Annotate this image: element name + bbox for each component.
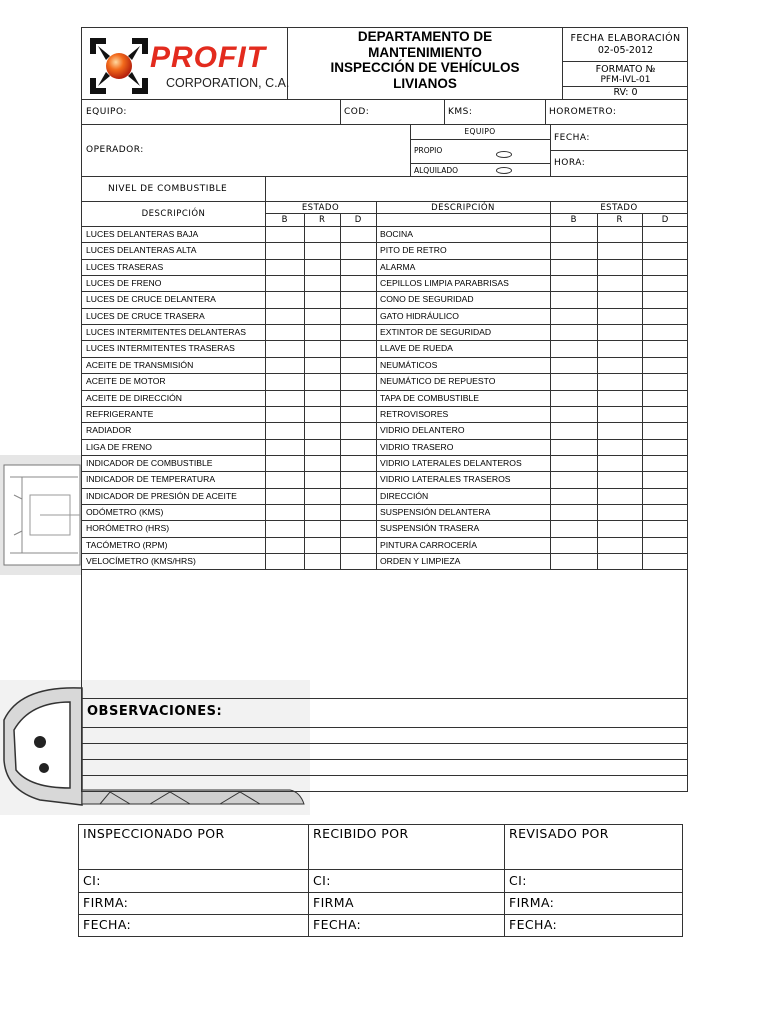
estado-r-cell-right[interactable] (598, 423, 641, 437)
equipo-label: EQUIPO: (86, 107, 127, 117)
table-row-right-item: PINTURA CARROCERÍA (380, 539, 477, 550)
table-row-right-item: DIRECCIÓN (380, 490, 429, 501)
estado-d-cell-left[interactable] (341, 472, 375, 486)
estado-d-cell-right[interactable] (643, 341, 687, 355)
firma-label-2: FIRMA (313, 895, 354, 910)
estado-r-cell-left[interactable] (305, 341, 339, 355)
estado-d-cell-left[interactable] (341, 276, 375, 290)
estado-d-cell-left[interactable] (341, 423, 375, 437)
estado-r-cell-right[interactable] (598, 538, 641, 552)
estado-r-cell-right[interactable] (598, 407, 641, 421)
table-row-right-item: ALARMA (380, 261, 416, 272)
table-row-left-item: ACEITE DE DIRECCIÓN (86, 392, 182, 403)
estado-d-cell-left[interactable] (341, 227, 375, 241)
estado-b-cell-left[interactable] (266, 292, 303, 306)
estado-b-cell-right[interactable] (551, 391, 596, 405)
propio-radio[interactable] (496, 151, 512, 158)
estado-r-cell-right[interactable] (598, 260, 641, 274)
table-row-right-item: TAPA DE COMBUSTIBLE (380, 392, 480, 403)
estado-d-cell-right[interactable] (643, 521, 687, 535)
table-row-left-item: ODÓMETRO (KMS) (86, 506, 164, 517)
table-row-right-item: EXTINTOR DE SEGURIDAD (380, 327, 492, 338)
estado-d-cell-left[interactable] (341, 440, 375, 454)
kms-label: KMS: (448, 107, 473, 117)
estado-b-cell-left[interactable] (266, 423, 303, 437)
estado-d-cell-left[interactable] (341, 325, 375, 339)
estado-d-cell-left[interactable] (341, 538, 375, 552)
estado-d-cell-right[interactable] (643, 538, 687, 552)
estado-r-cell-left[interactable] (305, 374, 339, 388)
estado-b-cell-right[interactable] (551, 276, 596, 290)
estado-r-cell-left[interactable] (305, 227, 339, 241)
estado-d-cell-right[interactable] (643, 243, 687, 257)
estado-r-cell-left[interactable] (305, 260, 339, 274)
estado-r-cell-left[interactable] (305, 309, 339, 323)
logo-emblem-icon (88, 36, 150, 96)
estado-b-cell-right[interactable] (551, 227, 596, 241)
estado-r-cell-right[interactable] (598, 341, 641, 355)
estado-r-cell-left[interactable] (305, 423, 339, 437)
horometro-label: HOROMETRO: (549, 107, 617, 117)
fecha-label-2: FECHA: (313, 917, 362, 932)
table-row-right-item: NEUMÁTICOS (380, 359, 438, 370)
estado-b-cell-left[interactable] (266, 472, 303, 486)
estado-b-cell-left[interactable] (266, 374, 303, 388)
car-top-view-sketch (0, 455, 82, 575)
col-b-right: B (570, 215, 577, 225)
observaciones-label: OBSERVACIONES: (87, 704, 223, 719)
estado-b-cell-right[interactable] (551, 292, 596, 306)
estado-b-cell-right[interactable] (551, 489, 596, 503)
estado-d-cell-right[interactable] (643, 505, 687, 519)
table-row-left-item: ACEITE DE MOTOR (86, 376, 166, 387)
estado-r-cell-left[interactable] (305, 325, 339, 339)
company-logo (88, 36, 290, 96)
table-row-right-item: VIDRIO LATERALES DELANTEROS (380, 457, 522, 468)
estado-r-cell-right[interactable] (598, 521, 641, 535)
estado-d-cell-left[interactable] (341, 554, 375, 568)
propio-label: PROPIO (414, 146, 443, 155)
descripcion-header-right: DESCRIPCIÓN (431, 203, 495, 213)
estado-b-cell-left[interactable] (266, 521, 303, 535)
estado-d-cell-right[interactable] (643, 292, 687, 306)
col-d-left: D (354, 215, 362, 225)
col-r-left: R (319, 215, 325, 225)
inspection-form (81, 27, 688, 792)
estado-d-cell-left[interactable] (341, 407, 375, 421)
signature-table (78, 824, 683, 937)
estado-r-cell-left[interactable] (305, 358, 339, 372)
estado-r-cell-left[interactable] (305, 554, 339, 568)
estado-b-cell-left[interactable] (266, 489, 303, 503)
estado-d-cell-right[interactable] (643, 309, 687, 323)
title-line-2: MANTENIMIENTO (368, 44, 482, 60)
title-line-3: INSPECCIÓN DE VEHÍCULOS (330, 60, 520, 75)
table-row-left-item: LIGA DE FRENO (86, 441, 152, 452)
estado-b-cell-left[interactable] (266, 243, 303, 257)
estado-r-cell-left[interactable] (305, 391, 339, 405)
estado-b-cell-left[interactable] (266, 538, 303, 552)
estado-b-cell-left[interactable] (266, 358, 303, 372)
estado-d-cell-left[interactable] (341, 243, 375, 257)
ci-label-2: CI: (313, 873, 331, 888)
col-r-right: R (616, 215, 623, 225)
estado-r-cell-right[interactable] (598, 489, 641, 503)
recibido-por-label: RECIBIDO POR (313, 826, 409, 841)
table-row-left-item: LUCES DELANTERAS BAJA (86, 229, 199, 239)
estado-d-cell-right[interactable] (643, 407, 687, 421)
estado-d-cell-left[interactable] (341, 309, 375, 323)
estado-r-cell-right[interactable] (598, 325, 641, 339)
estado-b-cell-right[interactable] (551, 325, 596, 339)
fecha-elaboracion-value: 02-05-2012 (597, 45, 654, 56)
estado-d-cell-left[interactable] (341, 489, 375, 503)
table-row-left-item: ACEITE DE TRANSMISIÓN (86, 359, 194, 370)
equipo-box-title: EQUIPO (464, 127, 496, 136)
estado-b-cell-right[interactable] (551, 243, 596, 257)
table-row-right-item: GATO HIDRÁULICO (380, 310, 459, 321)
estado-d-cell-right[interactable] (643, 472, 687, 486)
table-row-left-item: VELOCÍMETRO (KMS/HRS) (86, 556, 196, 566)
firma-label-1: FIRMA: (83, 895, 129, 910)
estado-r-cell-right[interactable] (598, 472, 641, 486)
table-row-right-item: LLAVE DE RUEDA (380, 343, 453, 354)
estado-r-cell-right[interactable] (598, 391, 641, 405)
table-row-left-item: LUCES DE CRUCE TRASERA (86, 310, 205, 321)
estado-b-cell-left[interactable] (266, 407, 303, 421)
estado-b-cell-left[interactable] (266, 276, 303, 290)
estado-r-cell-left[interactable] (305, 521, 339, 535)
table-row-right-item: BOCINA (380, 229, 413, 239)
ci-label-3: CI: (509, 873, 527, 888)
estado-d-cell-right[interactable] (643, 391, 687, 405)
fecha-elaboracion-label: FECHA ELABORACIÓN (570, 33, 681, 44)
table-row-left-item: INDICADOR DE COMBUSTIBLE (86, 457, 213, 468)
estado-r-cell-left[interactable] (305, 276, 339, 290)
operador-label: OPERADOR: (86, 145, 144, 155)
estado-r-cell-right[interactable] (598, 554, 641, 568)
estado-d-cell-right[interactable] (643, 456, 687, 470)
inspeccionado-por-label: INSPECCIONADO POR (83, 826, 225, 841)
estado-r-cell-left[interactable] (305, 538, 339, 552)
estado-b-cell-left[interactable] (266, 227, 303, 241)
col-b-left: B (281, 215, 288, 225)
estado-b-cell-right[interactable] (551, 423, 596, 437)
estado-d-cell-left[interactable] (341, 292, 375, 306)
table-row-left-item: INDICADOR DE TEMPERATURA (86, 474, 216, 485)
estado-b-cell-left[interactable] (266, 325, 303, 339)
estado-b-cell-right[interactable] (551, 521, 596, 535)
logo-subtitle: CORPORATION, C.A. (166, 76, 290, 90)
table-row-left-item: LUCES INTERMITENTES TRASERAS (86, 343, 235, 354)
cod-label: COD: (344, 107, 370, 117)
estado-d-cell-right[interactable] (643, 358, 687, 372)
estado-d-cell-right[interactable] (643, 554, 687, 568)
estado-r-cell-right[interactable] (598, 243, 641, 257)
estado-b-cell-right[interactable] (551, 440, 596, 454)
table-row-right-item: RETROVISORES (380, 408, 449, 419)
estado-r-cell-right[interactable] (598, 227, 641, 241)
estado-b-cell-right[interactable] (551, 260, 596, 274)
estado-r-cell-left[interactable] (305, 489, 339, 503)
estado-b-cell-right[interactable] (551, 472, 596, 486)
table-row-left-item: TACÓMETRO (RPM) (86, 539, 168, 550)
logo-word: PROFIT (150, 41, 266, 74)
estado-r-cell-right[interactable] (598, 358, 641, 372)
estado-r-cell-left[interactable] (305, 407, 339, 421)
ci-label-1: CI: (83, 873, 101, 888)
nivel-combustible-label: NIVEL DE COMBUSTIBLE (108, 184, 228, 194)
estado-b-cell-left[interactable] (266, 505, 303, 519)
table-row-right-item: NEUMÁTICO DE REPUESTO (380, 376, 496, 387)
estado-d-cell-left[interactable] (341, 456, 375, 470)
estado-b-cell-right[interactable] (551, 538, 596, 552)
estado-r-cell-right[interactable] (598, 374, 641, 388)
estado-d-cell-right[interactable] (643, 440, 687, 454)
estado-r-cell-right[interactable] (598, 505, 641, 519)
estado-r-cell-right[interactable] (598, 456, 641, 470)
estado-d-cell-right[interactable] (643, 260, 687, 274)
formato-value: PFM-IVL-01 (600, 75, 651, 85)
estado-header-right: ESTADO (600, 203, 638, 213)
estado-header-left: ESTADO (301, 203, 340, 213)
table-row-left-item: LUCES DELANTERAS ALTA (86, 245, 197, 256)
table-row-right-item: PITO DE RETRO (380, 245, 447, 256)
table-row-left-item: LUCES DE CRUCE DELANTERA (86, 294, 216, 305)
fecha-label: FECHA: (554, 133, 590, 143)
estado-b-cell-right[interactable] (551, 554, 596, 568)
estado-d-cell-left[interactable] (341, 260, 375, 274)
estado-d-cell-right[interactable] (643, 489, 687, 503)
table-row-left-item: LUCES TRASERAS (86, 261, 164, 272)
title-line-4: LIVIANOS (393, 75, 457, 91)
estado-r-cell-right[interactable] (598, 440, 641, 454)
estado-d-cell-left[interactable] (341, 505, 375, 519)
table-row-right-item: CONO DE SEGURIDAD (380, 294, 474, 305)
estado-b-cell-right[interactable] (551, 456, 596, 470)
fecha-label-1: FECHA: (83, 917, 132, 932)
table-row-right-item: VIDRIO LATERALES TRASEROS (380, 474, 511, 485)
estado-r-cell-right[interactable] (598, 309, 641, 323)
alquilado-radio[interactable] (496, 167, 512, 174)
estado-d-cell-right[interactable] (643, 374, 687, 388)
estado-d-cell-right[interactable] (643, 423, 687, 437)
estado-r-cell-left[interactable] (305, 456, 339, 470)
estado-d-cell-left[interactable] (341, 391, 375, 405)
estado-b-cell-left[interactable] (266, 456, 303, 470)
estado-b-cell-left[interactable] (266, 341, 303, 355)
formato-label: FORMATO № (595, 64, 656, 75)
alquilado-label: ALQUILADO (414, 166, 459, 175)
title-line-1: DEPARTAMENTO DE (357, 29, 493, 44)
estado-d-cell-right[interactable] (643, 227, 687, 241)
table-row-left-item: LUCES INTERMITENTES DELANTERAS (86, 327, 246, 338)
estado-r-cell-left[interactable] (305, 243, 339, 257)
estado-r-cell-left[interactable] (305, 440, 339, 454)
table-row-left-item: INDICADOR DE PRESIÓN DE ACEITE (86, 490, 237, 501)
estado-d-cell-left[interactable] (341, 358, 375, 372)
estado-b-cell-right[interactable] (551, 407, 596, 421)
firma-label-3: FIRMA: (509, 895, 555, 910)
estado-r-cell-right[interactable] (598, 292, 641, 306)
table-row-divider (82, 569, 688, 570)
estado-b-cell-right[interactable] (551, 341, 596, 355)
table-row-left-item: HORÓMETRO (HRS) (86, 523, 170, 534)
estado-r-cell-left[interactable] (305, 292, 339, 306)
estado-b-cell-right[interactable] (551, 374, 596, 388)
estado-d-cell-left[interactable] (341, 341, 375, 355)
estado-d-cell-left[interactable] (341, 521, 375, 535)
estado-b-cell-right[interactable] (551, 309, 596, 323)
table-row-left-item: RADIADOR (86, 425, 132, 436)
estado-d-cell-right[interactable] (643, 325, 687, 339)
col-d-right: D (661, 215, 669, 225)
descripcion-header-left: DESCRIPCIÓN (141, 209, 206, 219)
estado-b-cell-left[interactable] (266, 309, 303, 323)
table-row-right-item: CEPILLOS LIMPIA PARABRISAS (380, 278, 509, 289)
table-row-right-item: SUSPENSIÓN DELANTERA (380, 506, 491, 517)
estado-b-cell-right[interactable] (551, 505, 596, 519)
table-row-right-item: SUSPENSIÓN TRASERA (380, 523, 480, 534)
estado-d-cell-left[interactable] (341, 374, 375, 388)
estado-b-cell-left[interactable] (266, 554, 303, 568)
table-row-right-item: VIDRIO TRASERO (380, 441, 454, 452)
estado-r-cell-right[interactable] (598, 276, 641, 290)
table-row-right-item: ORDEN Y LIMPIEZA (380, 556, 461, 566)
estado-r-cell-left[interactable] (305, 472, 339, 486)
estado-b-cell-left[interactable] (266, 391, 303, 405)
estado-b-cell-left[interactable] (266, 260, 303, 274)
page-title (288, 29, 562, 99)
estado-b-cell-right[interactable] (551, 358, 596, 372)
estado-r-cell-left[interactable] (305, 505, 339, 519)
revision-label: RV: 0 (613, 87, 638, 98)
table-row-left-item: REFRIGERANTE (86, 408, 154, 419)
fecha-label-3: FECHA: (509, 917, 558, 932)
table-row-right-item: VIDRIO DELANTERO (380, 425, 465, 436)
estado-d-cell-right[interactable] (643, 276, 687, 290)
estado-b-cell-left[interactable] (266, 440, 303, 454)
hora-label: HORA: (554, 158, 586, 168)
table-row-left-item: LUCES DE FRENO (86, 278, 162, 289)
revisado-por-label: REVISADO POR (509, 826, 609, 841)
